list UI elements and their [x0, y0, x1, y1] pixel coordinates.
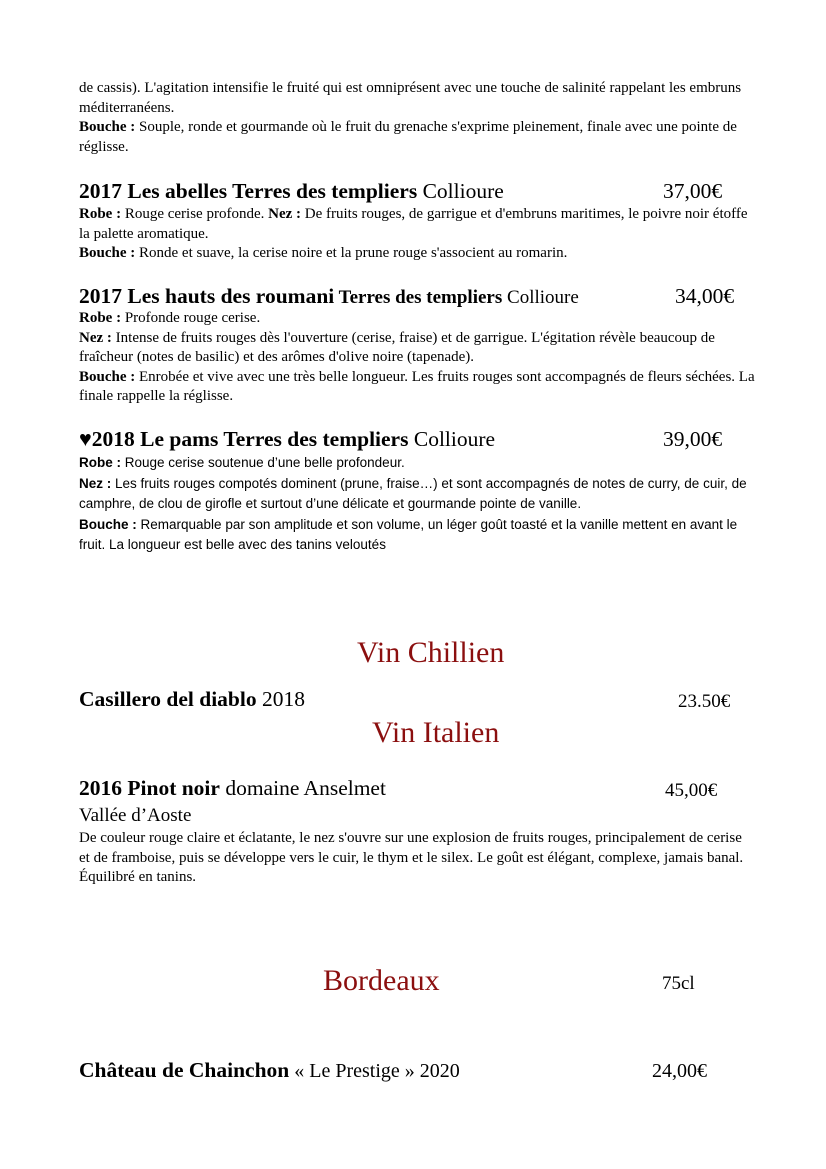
bouche-label: Bouche : — [79, 119, 136, 135]
wine-appellation: Collioure — [417, 179, 504, 203]
wine-name: 2017 Les hauts des roumani — [79, 284, 335, 308]
bouche-line — [79, 244, 759, 264]
wine-price: 39,00€ — [663, 427, 723, 451]
bottle-format: 75cl — [662, 973, 695, 994]
bouche-text: Enrobée et vive avec une très belle longueur. Les fruits rouges sont accompagnés de fleurs séchées. La finale rappelle la réglisse. — [79, 368, 755, 404]
nez-text: Les fruits rouges compotés dominent (prune, fraise…) et sont accompagnés de notes de curry, de cuir, de camphre, de clou de girofle et surtout d’une délicate et gourmande pointe de vanille. — [79, 475, 747, 511]
wine-producer: domaine Anselmet — [219, 776, 386, 800]
wine-price: 37,00€ — [663, 179, 723, 203]
wine-name: 2017 Les abelles Terres des templiers — [79, 179, 418, 203]
robe-text: Rouge cerise profonde. — [121, 206, 269, 222]
bouche-line — [79, 515, 754, 556]
nez-line — [79, 329, 759, 368]
wine-price: 34,00€ — [675, 284, 735, 308]
robe-line — [79, 453, 754, 474]
robe-text: Profonde rouge cerise. — [121, 310, 261, 326]
wine-title — [79, 1057, 460, 1084]
wine-title — [79, 775, 386, 801]
wine-description — [79, 205, 759, 264]
wine-appellation: Collioure — [502, 287, 579, 308]
intro-text: de cassis). L'agitation intensifie le fruité qui est omniprésent avec une touche de salinité rappelant les embruns méditerranéens. — [79, 80, 742, 116]
nez-text: De fruits rouges, de garrigue et d'embruns maritimes, le poivre noir étoffe la palette aromatique. — [79, 206, 748, 242]
wine-producer: Terres des templiers — [334, 287, 503, 308]
bouche-label: Bouche : — [79, 245, 136, 261]
nez-label: Nez : — [79, 329, 112, 346]
robe-nez-line — [79, 205, 759, 244]
robe-text: Rouge cerise soutenue d’une belle profondeur. — [121, 455, 405, 470]
bouche-text: Souple, ronde et gourmande où le fruit du grenache s'exprime pleinement, finale avec une pointe de réglisse. — [79, 119, 737, 155]
intro-bouche — [79, 118, 759, 157]
wine-title — [79, 283, 579, 311]
bouche-text: Ronde et suave, la cerise noire et la prune rouge s'associent au romarin. — [135, 245, 568, 261]
nez-label: Nez : — [79, 475, 112, 491]
nez-line — [79, 474, 754, 515]
robe-line — [79, 309, 759, 329]
wine-title — [79, 686, 305, 712]
robe-label: Robe : — [79, 206, 122, 222]
wine-name: Château de Chainchon — [79, 1058, 290, 1082]
wine-appellation: Collioure — [408, 427, 496, 451]
robe-label: Robe : — [79, 310, 122, 326]
wine-price: 45,00€ — [665, 780, 718, 801]
section-heading-bordeaux: Bordeaux — [323, 964, 440, 997]
wine-title — [79, 426, 495, 452]
wine-name: Casillero del diablo — [79, 687, 257, 711]
robe-label: Robe : — [79, 455, 121, 470]
wine-name: ♥2018 Le pams Terres des templiers — [79, 427, 409, 451]
wine-description — [79, 309, 759, 407]
wine-name: 2016 Pinot noir — [79, 776, 220, 800]
bouche-line — [79, 368, 759, 407]
wine-title — [79, 178, 504, 204]
wine-vintage: 2018 — [256, 687, 305, 711]
wine-price: 23.50€ — [678, 691, 731, 712]
nez-text: Intense de fruits rouges dès l'ouverture (cerise, fraise) et de garrigue. L'égitation révèle beaucoup de fraîcheur (notes de basilic) et des arômes d'olive noire (tapenade). — [79, 329, 715, 365]
intro-block — [79, 79, 759, 157]
wine-description — [79, 453, 754, 556]
wine-region: Vallée d’Aoste — [79, 805, 192, 826]
bouche-label: Bouche : — [79, 516, 137, 532]
nez-label: Nez : — [268, 206, 302, 222]
wine-cuvee: « Le Prestige » 2020 — [289, 1060, 460, 1082]
bouche-text: Remarquable par son amplitude et son volume, un léger goût toasté et la vanille mettent en avant le fruit. La longueur est belle avec des tanins veloutés — [79, 516, 738, 552]
section-heading-chili: Vin Chillien — [357, 636, 505, 669]
bouche-label: Bouche : — [79, 368, 136, 385]
wine-price: 24,00€ — [652, 1060, 707, 1082]
section-heading-italie: Vin Italien — [372, 716, 500, 749]
wine-description: De couleur rouge claire et éclatante, le nez s'ouvre sur une explosion de fruits rouges, principalement de cerise et de framboise, puis se développe vers le cuir, le thym et le silex. Le goût est élégant, complexe, jamais banal. Équilibré en tanins. — [79, 830, 744, 885]
